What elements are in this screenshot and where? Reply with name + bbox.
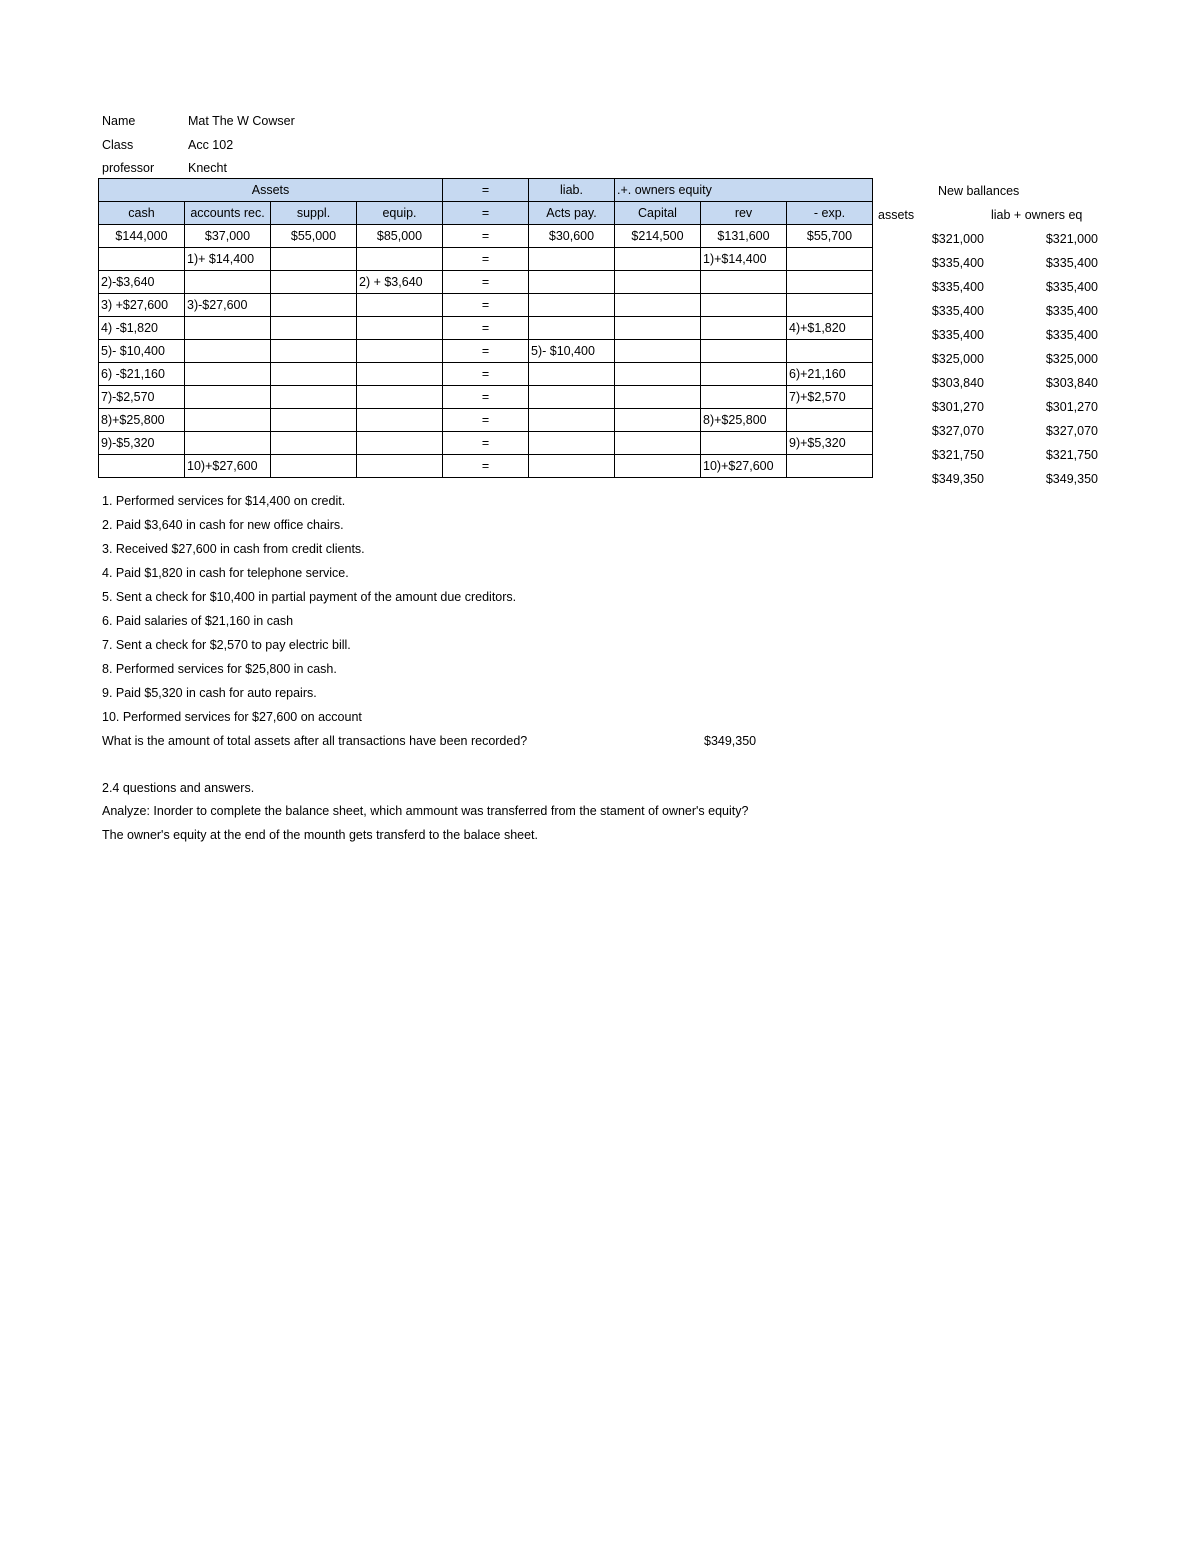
col-header-suppl: suppl.: [271, 202, 357, 225]
ledger-cell: =: [443, 225, 529, 248]
ledger-cell: [787, 409, 873, 432]
transaction-item: 5. Sent a check for $10,400 in partial payment of the amount due creditors.: [102, 590, 517, 604]
new-balance-liab-value: $301,270: [1045, 400, 1098, 414]
ledger-cell: $214,500: [615, 225, 701, 248]
ledger-cell: [357, 340, 443, 363]
ledger-cell: [529, 317, 615, 340]
class-label: Class: [102, 138, 134, 152]
ledger-cell: [357, 294, 443, 317]
ledger-cell: [185, 363, 271, 386]
new-balance-liab-value: $335,400: [1045, 256, 1098, 270]
new-balance-liab-value: $321,750: [1045, 448, 1098, 462]
ledger-row: [99, 386, 873, 409]
professor-value: Knecht: [188, 161, 227, 175]
ledger-body: [99, 225, 873, 478]
ledger-cell: $144,000: [99, 225, 185, 248]
transaction-item: 6. Paid salaries of $21,160 in cash: [102, 614, 294, 628]
ledger-cell: 5)- $10,400: [529, 340, 615, 363]
col-header-rev: rev: [701, 202, 787, 225]
ledger-cell: [701, 294, 787, 317]
col-header-equip: equip.: [357, 202, 443, 225]
transaction-item: 7. Sent a check for $2,570 to pay electric bill.: [102, 638, 351, 652]
name-value: Mat The W Cowser: [188, 114, 295, 128]
ledger-cell: [185, 271, 271, 294]
new-balance-assets-value: $301,270: [931, 400, 984, 414]
transaction-item: 2. Paid $3,640 in cash for new office chairs.: [102, 518, 344, 532]
ledger-cell: [357, 248, 443, 271]
ledger-cell: [615, 294, 701, 317]
ledger-cell: $55,000: [271, 225, 357, 248]
ledger-cell: [701, 317, 787, 340]
ledger-cell: [529, 248, 615, 271]
ledger-cell: [615, 248, 701, 271]
professor-label: professor: [102, 157, 197, 180]
ledger-cell: [357, 455, 443, 478]
transaction-item: 10. Performed services for $27,600 on account: [102, 710, 362, 724]
ledger-cell: =: [443, 363, 529, 386]
total-assets-answer: $349,350: [704, 734, 757, 748]
ledger-row: [99, 455, 873, 478]
ledger-cell: $55,700: [787, 225, 873, 248]
owners-equity-group-header: .+. owners equity: [615, 179, 873, 202]
ledger-cell: [615, 386, 701, 409]
ledger-cell: [701, 271, 787, 294]
ledger-cell: [529, 432, 615, 455]
ledger-cell: [357, 363, 443, 386]
ledger-cell: [529, 386, 615, 409]
transaction-item: 4. Paid $1,820 in cash for telephone service.: [102, 566, 349, 580]
ledger-cell: [615, 432, 701, 455]
transaction-item: 3. Received $27,600 in cash from credit clients.: [102, 542, 365, 556]
ledger-cell: [615, 271, 701, 294]
ledger-row: [99, 294, 873, 317]
ledger-cell: 1)+ $14,400: [185, 248, 271, 271]
ledger-cell: [529, 271, 615, 294]
ledger-cell: [185, 409, 271, 432]
ledger-cell: [271, 455, 357, 478]
ledger-cell: =: [443, 248, 529, 271]
transaction-item: 9. Paid $5,320 in cash for auto repairs.: [102, 686, 317, 700]
ledger-row: [99, 432, 873, 455]
ledger-cell: 10)+$27,600: [701, 455, 787, 478]
ledger-cell: [271, 340, 357, 363]
new-balance-assets-value: $321,750: [931, 448, 984, 462]
ledger-cell: [615, 363, 701, 386]
new-balance-assets-value: $327,070: [931, 424, 984, 438]
ledger-cell: 3) +$27,600: [99, 294, 185, 317]
ledger-cell: 4) -$1,820: [99, 317, 185, 340]
ledger-cell: [701, 386, 787, 409]
ledger-cell: =: [443, 317, 529, 340]
new-balance-liab-value: $335,400: [1045, 328, 1098, 342]
transaction-item: 1. Performed services for $14,400 on credit.: [102, 494, 346, 508]
new-balance-assets-value: $335,400: [931, 280, 984, 294]
ledger-cell: [529, 455, 615, 478]
ledger-cell: [99, 455, 185, 478]
ledger-cell: 8)+$25,800: [99, 409, 185, 432]
ledger-cell: [615, 340, 701, 363]
ledger-row: [99, 409, 873, 432]
ledger-cell: 1)+$14,400: [701, 248, 787, 271]
new-balance-liab-value: $349,350: [1045, 472, 1098, 486]
ledger-cell: [529, 363, 615, 386]
ledger-cell: [529, 409, 615, 432]
ledger-cell: $37,000: [185, 225, 271, 248]
ledger-cell: 6)+21,160: [787, 363, 873, 386]
new-balances-liab-label: liab + owners eq: [991, 208, 1083, 222]
ledger-cell: [701, 363, 787, 386]
ledger-cell: [701, 432, 787, 455]
analyze-answer: The owner's equity at the end of the mounth gets transferd to the balace sheet.: [102, 828, 538, 842]
liab-group-header: liab.: [529, 179, 615, 202]
ledger-row: [99, 225, 873, 248]
name-label: Name: [102, 114, 136, 128]
col-header-equals: =: [443, 202, 529, 225]
ledger-cell: 6) -$21,160: [99, 363, 185, 386]
ledger-cell: [271, 386, 357, 409]
ledger-row: [99, 340, 873, 363]
ledger-cell: =: [443, 455, 529, 478]
ledger-cell: 9)-$5,320: [99, 432, 185, 455]
ledger-cell: [99, 248, 185, 271]
ledger-cell: 2) + $3,640: [357, 271, 443, 294]
ledger-row: [99, 271, 873, 294]
col-header-acts-pay: Acts pay.: [529, 202, 615, 225]
new-balance-assets-value: $349,350: [931, 472, 984, 486]
equals-group-header: =: [443, 179, 529, 202]
ledger-cell: =: [443, 294, 529, 317]
ledger-cell: 5)- $10,400: [99, 340, 185, 363]
ledger-cell: 9)+$5,320: [787, 432, 873, 455]
ledger-cell: [271, 409, 357, 432]
ledger-cell: [357, 409, 443, 432]
ledger-cell: =: [443, 409, 529, 432]
ledger-cell: [357, 317, 443, 340]
ledger-cell: [271, 432, 357, 455]
ledger-cell: [271, 248, 357, 271]
ledger-cell: =: [443, 340, 529, 363]
ledger-cell: [615, 455, 701, 478]
new-balance-assets-value: $335,400: [931, 304, 984, 318]
ledger-cell: 7)-$2,570: [99, 386, 185, 409]
ledger-row: [99, 248, 873, 271]
ledger-cell: 3)-$27,600: [185, 294, 271, 317]
ledger-cell: $30,600: [529, 225, 615, 248]
ledger-cell: [357, 386, 443, 409]
ledger-cell: [529, 294, 615, 317]
new-balance-assets-value: $321,000: [931, 232, 984, 246]
new-balance-assets-value: $335,400: [931, 328, 984, 342]
new-balances-assets-label: assets: [878, 208, 915, 222]
analyze-question: Analyze: Inorder to complete the balance sheet, which ammount was transferred from the stament of owner's equity?: [102, 804, 749, 818]
ledger-cell: [701, 340, 787, 363]
ledger-row: [99, 317, 873, 340]
new-balance-assets-value: $303,840: [931, 376, 984, 390]
ledger-cell: 8)+$25,800: [701, 409, 787, 432]
ledger-cell: [271, 317, 357, 340]
ledger-cell: 7)+$2,570: [787, 386, 873, 409]
ledger-cell: [787, 455, 873, 478]
new-balance-liab-value: $327,070: [1045, 424, 1098, 438]
ledger-cell: [185, 432, 271, 455]
ledger-cell: [787, 271, 873, 294]
ledger-cell: 4)+$1,820: [787, 317, 873, 340]
col-header-cash: cash: [99, 202, 185, 225]
total-assets-question: What is the amount of total assets after all transactions have been recorded?: [102, 734, 528, 748]
ledger-cell: [615, 317, 701, 340]
ledger-cell: [271, 363, 357, 386]
new-balance-assets-value: $325,000: [931, 352, 984, 366]
ledger-cell: =: [443, 271, 529, 294]
accounting-equation-table: [98, 178, 873, 478]
col-header-exp: - exp.: [787, 202, 873, 225]
ledger-cell: =: [443, 432, 529, 455]
ledger-cell: [615, 409, 701, 432]
ledger-row: [99, 363, 873, 386]
new-balance-liab-value: $335,400: [1045, 280, 1098, 294]
ledger-cell: [787, 248, 873, 271]
ledger-cell: [185, 340, 271, 363]
group-header-row: [99, 179, 873, 202]
ledger-cell: [787, 294, 873, 317]
ledger-cell: [271, 271, 357, 294]
ledger-cell: =: [443, 386, 529, 409]
col-header-capital: Capital: [615, 202, 701, 225]
column-header-row: [99, 202, 873, 225]
ledger-cell: [185, 317, 271, 340]
col-header-accounts-rec: accounts rec.: [185, 202, 271, 225]
section-title: 2.4 questions and answers.: [102, 781, 255, 795]
ledger-cell: [185, 386, 271, 409]
new-balance-assets-value: $335,400: [931, 256, 984, 270]
new-balance-liab-value: $303,840: [1045, 376, 1098, 390]
new-balance-liab-value: $321,000: [1045, 232, 1098, 246]
new-balance-liab-value: $335,400: [1045, 304, 1098, 318]
ledger-cell: $85,000: [357, 225, 443, 248]
new-balance-liab-value: $325,000: [1045, 352, 1098, 366]
transaction-item: 8. Performed services for $25,800 in cash.: [102, 662, 337, 676]
ledger-cell: [271, 294, 357, 317]
ledger-cell: [787, 340, 873, 363]
new-balances-title: New ballances: [938, 184, 1020, 198]
ledger-cell: $131,600: [701, 225, 787, 248]
class-value: Acc 102: [188, 138, 234, 152]
ledger-cell: 2)-$3,640: [99, 271, 185, 294]
ledger-cell: 10)+$27,600: [185, 455, 271, 478]
assets-group-header: Assets: [99, 179, 443, 202]
ledger-cell: [357, 432, 443, 455]
